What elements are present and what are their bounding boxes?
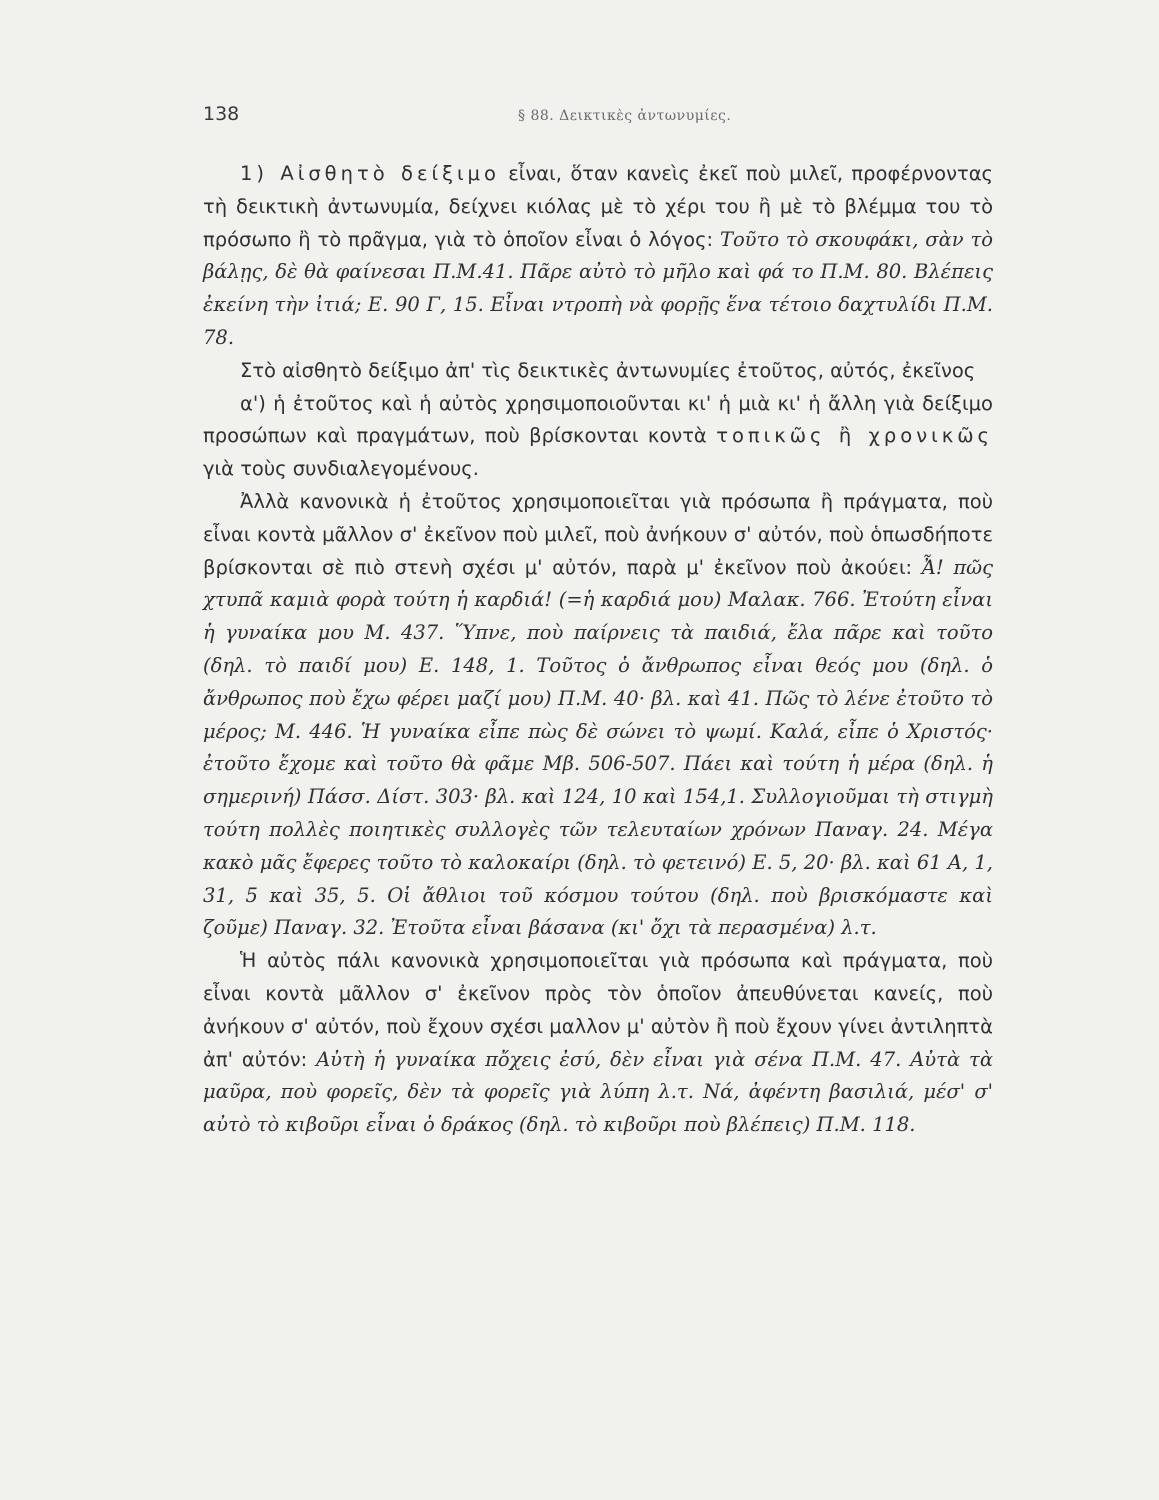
paragraph-2 [203,355,993,388]
examples: Αὐτὴ ἡ γυναίκα πὄχεις ἐσύ, δὲν εἶναι γιὰ σένα Π.Μ. 47. Αὐτὰ τὰ μαῦρα, ποὺ φορεῖς, δὲν τὰ φορεῖς γιὰ λύπη λ.τ. Νά, ἀφέντη βασιλιά, μέσ' σ' αὐτὸ τὸ κιβοῦρι εἶναι ὁ δράκος (δηλ. τὸ κιβοῦρι ποὺ βλέπεις) Π.Μ. 118. [203,1047,994,1137]
paragraph-5 [203,945,993,1142]
paragraph-4 [203,486,993,945]
paragraph-text: Ἀλλὰ κανονικὰ ἡ ἐτοῦτος χρησιμοποιεῖται γιὰ πρόσωπα ἢ πράγματα, ποὺ εἶναι κοντὰ μᾶλλον σ' ἐκεῖνον ποὺ μιλεῖ, ποὺ ἀνήκουν σ' αὐτόν, ποὺ ὁπωσδήποτε βρίσκονται σὲ πιὸ στενὴ σχέσι μ' αὐτόν, παρὰ μ' ἐκεῖνον ποὺ ἀκούει: [203,489,993,579]
paragraph-3 [203,388,993,486]
page-body [203,158,993,1142]
page-header [203,103,993,133]
paragraph-text: γιὰ τοὺς συνδιαλεγομένους. [203,457,479,481]
spaced-term: 1) Αἰσθητὸ δείξιμο [240,162,500,185]
paragraph-text: Ἡ αὐτὸς πάλι κανονικὰ χρησιμοποιεῖται γιὰ πρόσωπα καὶ πράγματα, ποὺ εἶναι κοντὰ μᾶλλον σ' ἐκεῖνον πρὸς τὸν ὁποῖον ἀπευθύνεται κανείς, ποὺ ἀνήκουν σ' αὐτόν, ποὺ ἔχουν σχέσι μαλλον μ' αὐτὸν ἢ ποὺ ἔχουν γίνει ἀντιληπτὰ ἀπ' αὐτόν: [203,949,993,1071]
examples: Ἆ! πῶς χτυπᾶ καμιὰ φορὰ τούτη ἡ καρδιά! (=ἡ καρδιά μου) Μαλακ. 766. Ἐτούτη εἶναι ἡ γυναίκα μου Μ. 437. Ὕπνε, ποὺ παίρνεις τὰ παιδιά, ἔλα πᾶρε καὶ τοῦτο (δηλ. τὸ παιδί μου) Ε. 148, 1. Τοῦτος ὁ ἄνθρωπος εἶναι θεός μου (δηλ. ὁ ἄνθρωπος ποὺ ἔχω φέρει μαζί μου) Π.Μ. 40· βλ. καὶ 41. Πῶς τὸ λένε ἐτοῦτο τὸ μέρος; Μ. 446. Ἡ γυναίκα εἶπε πὼς δὲ σώνει τὸ ψωμί. Καλά, εἶπε ὁ Χριστός· ἐτοῦτο ἔχομε καὶ τοῦτο θὰ φᾶμε Μβ. 506-507. Πάει καὶ τούτη ἡ μέρα (δηλ. ἡ σημερινή) Πάσσ. Δίστ. 303· βλ. καὶ 124, 10 καὶ 154,1. Συλλογιοῦμαι τὴ στιγμὴ τούτη πολλὲς ποιητικὲς συλλογὲς τῶν τελευταίων χρόνων Παναγ. 24. Μέγα κακὸ μᾶς ἔφερες τοῦτο τὸ καλοκαίρι (δηλ. τὸ φετεινό) Ε. 5, 20· βλ. καὶ 61 Α, 1, 31, 5 καὶ 35, 5. Οἱ ἄθλιοι τοῦ κόσμου τούτου (δηλ. ποὺ βρισκόμαστε καὶ ζοῦμε) Παναγ. 32. Ἐτοῦτα εἶναι βάσανα (κι' ὄχι τὰ περασμένα) λ.τ. [203,555,993,940]
paragraph-text: Στὸ αἰσθητὸ δείξιμο ἀπ' τὶς δεικτικὲς ἀντωνυμίες ἐτοῦτος, αὐτός, ἐκεῖνος [240,358,976,382]
examples: Τοῦτο τὸ σκουφάκι, σὰν τὸ βάλῃς, δὲ θὰ φαίνεσαι Π.Μ.41. Πᾶρε αὐτὸ τὸ μῆλο καὶ φά το Π.Μ. 80. Βλέπεις ἐκείνη τὴν ἰτιά; Ε. 90 Γ, 15. Εἶναι ντροπὴ νὰ φορῇς ἕνα τέτοιο δαχτυλίδι Π.Μ. 78. [203,227,993,349]
paragraph-text: α') ἡ ἐτοῦτος καὶ ἡ αὐτὸς χρησιμοποιοῦνται κι' ἡ μιὰ κι' ἡ ἄλλη γιὰ δείξιμο προσώπων καὶ πραγμάτων, ποὺ βρίσκονται κοντὰ [203,391,993,448]
paragraph-1 [203,158,993,355]
page-number: 138 [203,103,240,125]
paragraph-text: εἶναι, ὅταν κανεὶς ἐκεῖ ποὺ μιλεῖ, προφέρνοντας τὴ δεικτικὴ ἀντωνυμία, δείχνει κιόλας μὲ τὸ χέρι του ἢ μὲ τὸ βλέμμα του τὸ πρόσωπο ἢ τὸ πρᾶγμα, γιὰ τὸ ὁποῖον εἶναι ὁ λόγος: [203,162,993,251]
running-title: § 88. Δεικτικὲς ἀντωνυμίες. [518,108,732,124]
spaced-term: τοπικῶς ἢ χρονικῶς [716,424,993,448]
